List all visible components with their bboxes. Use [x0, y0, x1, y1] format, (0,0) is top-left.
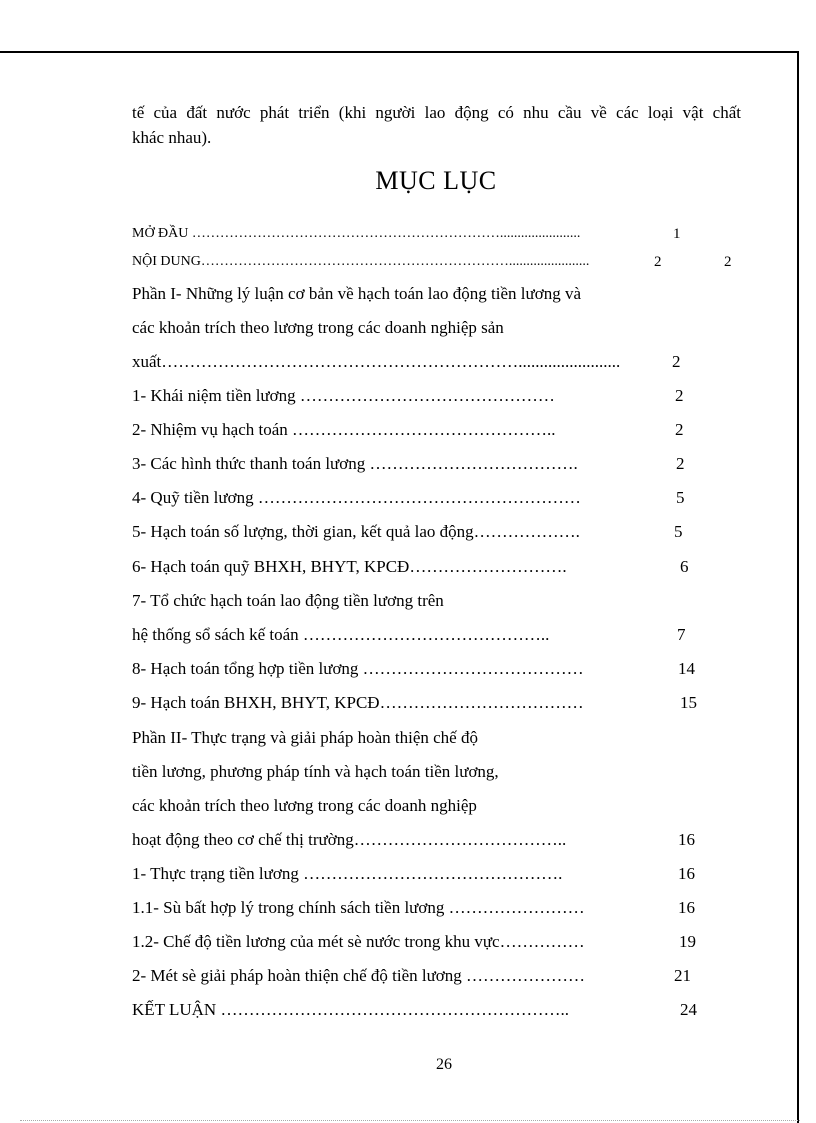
toc-entry-7-line-1: 7- Tổ chức hạch toán lao động tiền lương trên [132, 591, 444, 610]
intro-line-2: khác nhau). [132, 128, 212, 147]
toc-entry-2-1: 1- Thực trạng tiền lương ………………………………………. [132, 864, 563, 883]
intro-paragraph [132, 100, 741, 150]
toc-page-2-1-1: 16 [678, 898, 695, 917]
toc-entry-phan-1-line-2: các khoản trích theo lương trong các doanh nghiệp sản [132, 318, 504, 337]
toc-entry-phan-2-line-2: tiền lương, phương pháp tính và hạch toán tiền lương, [132, 762, 499, 781]
toc-entry-9: 9- Hạch toán BHXH, BHYT, KPCĐ……………………………… [132, 693, 584, 712]
toc-entry-2-1-1: 1.1- Sù bất hợp lý trong chính sách tiền lương …………………… [132, 898, 585, 917]
toc-entry-3: 3- Các hình thức thanh toán lương ………………………………. [132, 454, 578, 473]
toc-page-2-1-2: 19 [679, 932, 696, 951]
page-border-right [797, 51, 799, 1123]
toc-page-8: 14 [678, 659, 695, 678]
toc-page-1: 2 [675, 386, 684, 405]
toc-entry-2-1-2: 1.2- Chế độ tiền lương của mét sè nước trong khu vực…………… [132, 932, 585, 951]
toc-entry-phan-2-line-1: Phần II- Thực trạng và giải pháp hoàn thiện chế độ [132, 728, 478, 747]
toc-page-2: 2 [675, 420, 684, 439]
toc-page-phan-1: 2 [672, 352, 681, 371]
toc-entry-5: 5- Hạch toán số lượng, thời gian, kết quả lao động………………. [132, 522, 580, 541]
toc-page-ket-luan: 24 [680, 1000, 697, 1019]
toc-entry-phan-2-line-4: hoạt động theo cơ chế thị trường……………………………….. [132, 830, 567, 849]
toc-page-9: 15 [680, 693, 697, 712]
toc-entry-2-2: 2- Mét sè giải pháp hoàn thiện chế độ tiền lương ………………… [132, 966, 586, 985]
toc-entry-noi-dung: NỘI DUNG…………………………………………………………....................... [132, 254, 590, 269]
toc-page-7: 7 [677, 625, 686, 644]
toc-entry-7-line-2: hệ thống sổ sách kế toán …………………………………….. [132, 625, 550, 644]
toc-page-2-1: 16 [678, 864, 695, 883]
toc-page-4: 5 [676, 488, 685, 507]
toc-entry-phan-1-line-3: xuất………………………………………………………........................ [132, 352, 621, 371]
page-border-top [0, 51, 797, 53]
toc-entry-6: 6- Hạch toán quỹ BHXH, BHYT, KPCĐ………………………. [132, 557, 567, 576]
page-number: 26 [436, 1056, 452, 1073]
toc-entry-2: 2- Nhiệm vụ hạch toán ……………………………………….. [132, 420, 556, 439]
toc-page-5: 5 [674, 522, 683, 541]
toc-page-6: 6 [680, 557, 689, 576]
toc-page-noi-dung-extra: 2 [724, 254, 732, 270]
toc-page-phan-2: 16 [678, 830, 695, 849]
page-title: MỤC LỤC [375, 166, 497, 195]
intro-line-1: tế của đất nước phát triển (khi người lao động có nhu cầu về các loại vật chất [132, 103, 741, 122]
page-border-bottom [20, 1120, 800, 1121]
toc-entry-mo-dau: MỞ ĐẦU …………………………………………………………....................... [132, 226, 581, 241]
toc-page-noi-dung: 2 [654, 254, 662, 270]
toc-entry-phan-1-line-1: Phần I- Những lý luận cơ bản về hạch toán lao động tiền lương và [132, 284, 582, 303]
toc-entry-8: 8- Hạch toán tổng hợp tiền lương ………………………………… [132, 659, 584, 678]
toc-entry-phan-2-line-3: các khoản trích theo lương trong các doanh nghiệp [132, 796, 477, 815]
toc-page-2-2: 21 [674, 966, 691, 985]
toc-entry-ket-luan: KẾT LUẬN …………………………………………………….. [132, 1000, 569, 1019]
toc-entry-1: 1- Khái niệm tiền lương ……………………………………… [132, 386, 555, 405]
toc-page-3: 2 [676, 454, 685, 473]
toc-entry-4: 4- Quỹ tiền lương ………………………………………………… [132, 488, 581, 507]
toc-page-mo-dau: 1 [673, 226, 681, 242]
